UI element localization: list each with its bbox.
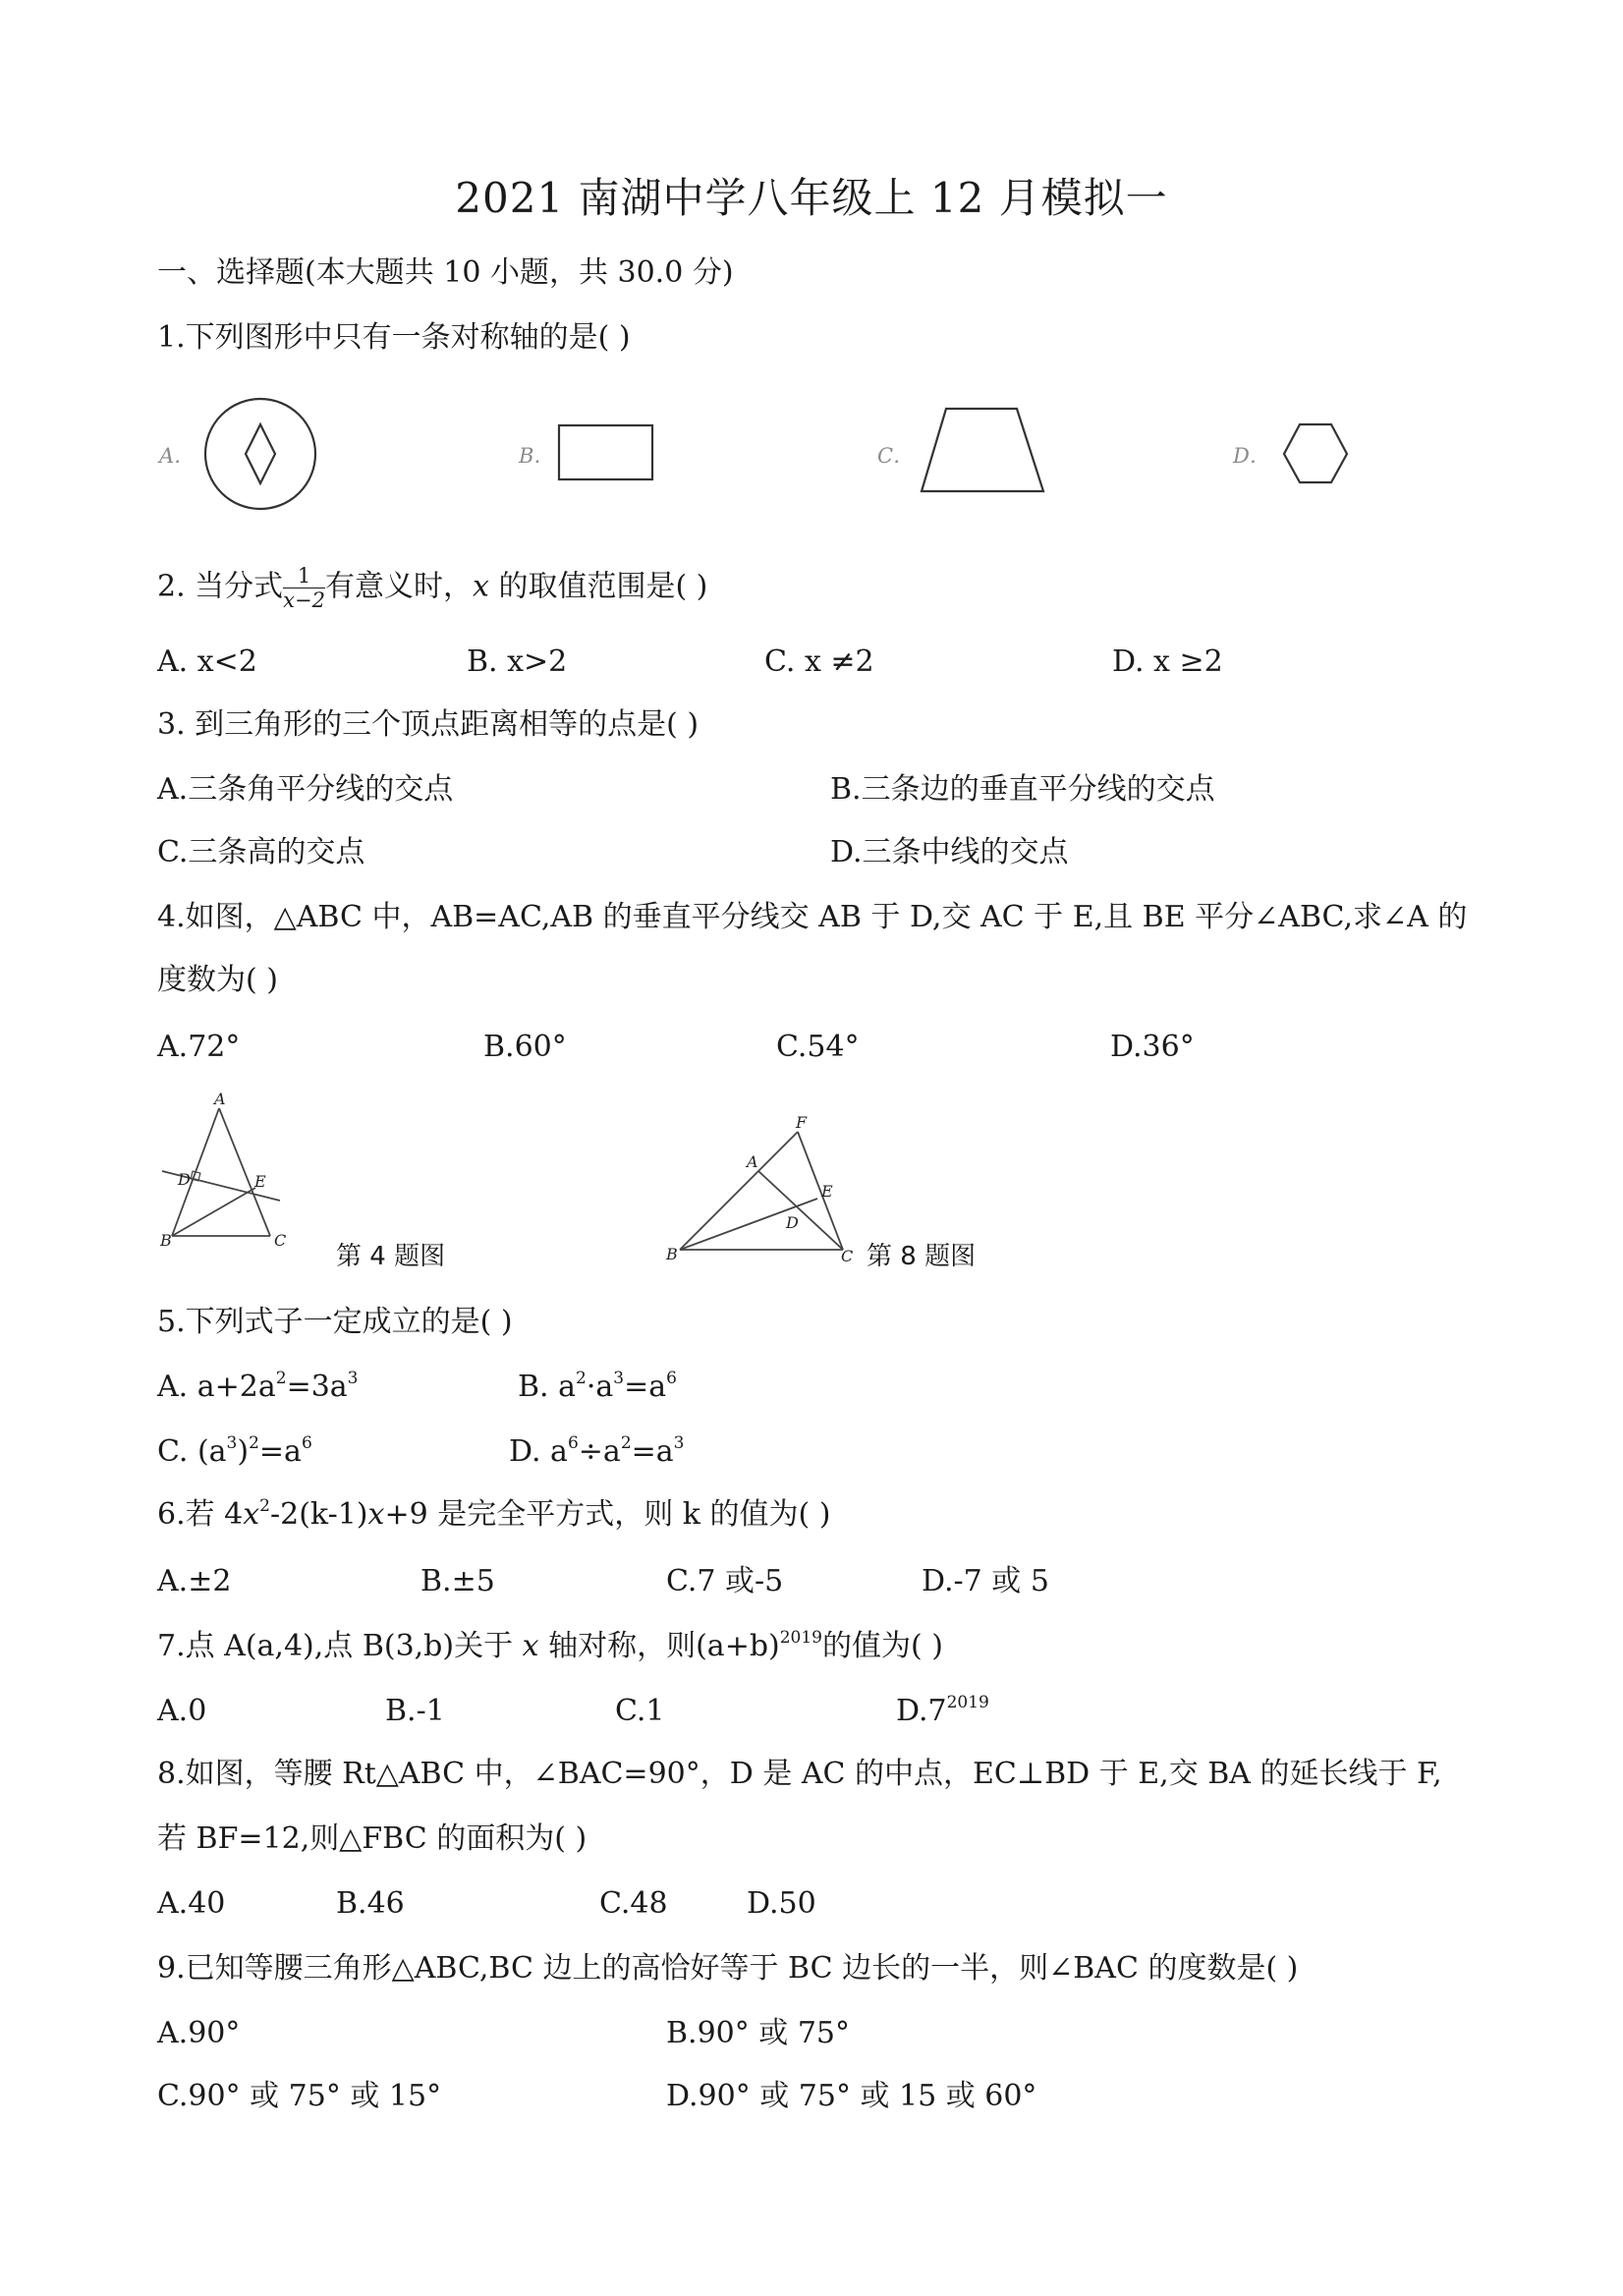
fig8-caption: 第 8 题图 [867, 1242, 977, 1271]
q5-c-sup2: 2 [249, 1433, 259, 1453]
q5-c-sup3: 6 [301, 1433, 312, 1453]
q4-triangle-figure [152, 1092, 300, 1255]
q3-option-d: D.三条中线的交点 [830, 835, 1069, 869]
q5-c-sup1: 3 [226, 1433, 238, 1453]
q7-part1: 7.点 A(a,4),点 B(3,b)关于 [157, 1629, 523, 1663]
q1-stem: 1.下列图形中只有一条对称轴的是( ) [157, 320, 631, 355]
q1-figure-b-rectangle [556, 422, 656, 483]
q6-part2: -2(k-1) [270, 1497, 368, 1532]
q8-triangle-figure [660, 1112, 857, 1264]
q8-stem-line1: 8.如图，等腰 Rt△ABC 中，∠BAC=90°，D 是 AC 的中点，EC⊥BD 于 E,交 BA 的延长线于 F, [157, 1757, 1442, 1791]
q6-var2: x [367, 1497, 385, 1532]
fig8-label-b: B [666, 1245, 678, 1263]
section-heading: 一、选择题(本大题共 10 小题，共 30.0 分) [157, 255, 734, 290]
q1-figure-a-circle-diamond [201, 395, 319, 513]
fig8-label-a: A [747, 1152, 758, 1171]
q2-variable: x [472, 569, 489, 604]
q7-var1: x [522, 1629, 539, 1663]
q8-stem-line2: 若 BF=12,则△FBC 的面积为( ) [157, 1821, 588, 1856]
q2-fraction-denominator: x−2 [283, 588, 325, 612]
q6-option-a: A.±2 [157, 1564, 232, 1598]
q2-option-c: C. x ≠2 [764, 644, 874, 679]
q2-option-b: B. x>2 [467, 644, 568, 679]
q6-sup1: 2 [259, 1496, 270, 1516]
q2-stem-post: 有意义时， [324, 569, 473, 604]
q5-option-c [157, 1432, 312, 1472]
q2-stem-pre: 2. 当分式 [157, 569, 284, 604]
q2-fraction-numerator: 1 [283, 564, 325, 588]
q5-b-part2: ·a [586, 1370, 614, 1404]
q3-option-b: B.三条边的垂直平分线的交点 [830, 772, 1215, 807]
q6-part3: +9 是完全平方式，则 k 的值为( ) [384, 1497, 831, 1532]
q5-stem: 5.下列式子一定成立的是( ) [157, 1305, 513, 1339]
q1-option-c-label: C． [877, 444, 915, 468]
fig8-label-e: E [821, 1182, 833, 1201]
q7-option-b: B.-1 [385, 1694, 445, 1728]
q5-d-part3: =a [631, 1434, 674, 1469]
q5-d-sup3: 3 [673, 1433, 685, 1453]
q4-stem-line2: 度数为( ) [157, 963, 278, 997]
q7-part3: 的值为( ) [822, 1629, 943, 1663]
q2-fraction [283, 564, 325, 612]
q1-figure-c-trapezoid [919, 405, 1046, 495]
q5-a-part2: =3a [286, 1370, 348, 1404]
fig4-label-a: A [214, 1092, 226, 1108]
fig4-label-d: D [178, 1170, 191, 1189]
q5-option-b [518, 1368, 677, 1407]
q4-option-d: D.36° [1110, 1030, 1195, 1064]
q2-stem-post2: 的取值范围是( ) [488, 569, 708, 604]
q5-option-d [509, 1432, 685, 1472]
q2-option-a: A. x<2 [157, 644, 257, 679]
q7-d-sup: 2019 [946, 1693, 989, 1712]
q4-option-c: C.54° [776, 1030, 860, 1064]
q5-a-part1: A. a+2a [157, 1370, 276, 1404]
q7-option-d [896, 1692, 989, 1731]
q2-option-d: D. x ≥2 [1112, 644, 1223, 679]
q1-option-b-label: B． [519, 444, 555, 468]
fig4-label-e: E [254, 1172, 266, 1191]
fig8-label-f: F [796, 1113, 808, 1132]
q7-option-a: A.0 [157, 1694, 207, 1728]
q8-option-a: A.40 [157, 1886, 226, 1921]
q9-stem: 9.已知等腰三角形△ABC,BC 边上的高恰好等于 BC 边长的一半，则∠BAC 的度数是( ) [157, 1951, 1299, 1986]
q5-b-sup3: 6 [666, 1369, 677, 1388]
q9-option-a: A.90° [157, 2016, 241, 2050]
q5-b-part3: =a [624, 1370, 667, 1404]
q5-a-sup2: 3 [347, 1369, 359, 1388]
fig4-label-c: C [274, 1231, 287, 1250]
q4-stem-line1: 4.如图，△ABC 中，AB=AC,AB 的垂直平分线交 AB 于 D,交 AC 于 E,且 BE 平分∠ABC,求∠A 的 [157, 900, 1468, 934]
q6-option-b: B.±5 [420, 1564, 495, 1598]
q1-figure-d-hexagon [1282, 420, 1349, 487]
q4-option-b: B.60° [483, 1030, 567, 1064]
q5-d-sup1: 6 [567, 1433, 579, 1453]
q3-stem: 3. 到三角形的三个顶点距离相等的点是( ) [157, 707, 700, 742]
fig4-caption: 第 4 题图 [336, 1242, 446, 1271]
q5-d-sup2: 2 [620, 1433, 632, 1453]
q6-option-c: C.7 或-5 [666, 1564, 784, 1598]
q5-b-part1: B. a [518, 1370, 577, 1404]
q5-c-part2: ) [237, 1434, 250, 1469]
q5-c-part3: =a [258, 1434, 302, 1469]
fig8-label-c: C [841, 1247, 854, 1264]
q7-part2: 轴对称，则(a+b) [538, 1629, 780, 1663]
q5-c-part1: C. (a [157, 1434, 227, 1469]
q7-sup1: 2019 [779, 1628, 822, 1648]
q6-part1: 6.若 4 [157, 1497, 244, 1532]
q5-b-sup1: 2 [576, 1369, 587, 1388]
q7-stem [157, 1627, 943, 1666]
q9-option-c: C.90° 或 75° 或 15° [157, 2079, 442, 2113]
q7-option-c: C.1 [615, 1694, 665, 1728]
q5-b-sup2: 3 [613, 1369, 625, 1388]
q4-option-a: A.72° [157, 1030, 241, 1064]
q5-d-part2: ÷a [578, 1434, 621, 1469]
q1-option-d-label: D． [1233, 444, 1270, 468]
q9-option-b: B.90° 或 75° [666, 2016, 851, 2050]
q8-option-d: D.50 [747, 1886, 816, 1921]
q2-stem [157, 564, 707, 612]
page-title: 2021 南湖中学八年级上 12 月模拟一 [455, 174, 1168, 222]
fig4-label-b: B [160, 1231, 172, 1250]
q5-d-part1: D. a [509, 1434, 568, 1469]
q5-a-sup1: 2 [275, 1369, 287, 1388]
q3-option-a: A.三条角平分线的交点 [157, 772, 454, 807]
fig8-label-d: D [786, 1213, 799, 1232]
q8-option-c: C.48 [599, 1886, 668, 1921]
q3-option-c: C.三条高的交点 [157, 835, 365, 869]
q6-stem [157, 1495, 830, 1535]
q6-option-d: D.-7 或 5 [922, 1564, 1049, 1598]
q1-option-a-label: A． [159, 444, 196, 468]
q5-option-a [157, 1368, 359, 1407]
q6-var1: x [243, 1497, 260, 1532]
q9-option-d: D.90° 或 75° 或 15 或 60° [666, 2079, 1037, 2113]
q8-option-b: B.46 [336, 1886, 405, 1921]
q7-d-base: D.7 [896, 1694, 947, 1728]
